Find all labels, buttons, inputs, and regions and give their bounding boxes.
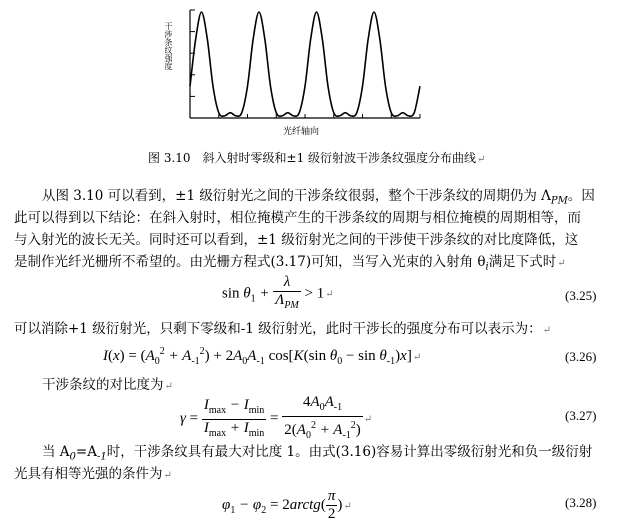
equation-3-27: γ = $\frac{I_{max} - I_{min}}{I_{max} + I_{min}}$ = $\frac{4A_0A_{-1}}{2(A_0^2 + A_{-1}^2)}$ ↵	[180, 394, 373, 441]
return-mark-icon: ↵	[542, 325, 552, 336]
paragraph-line: 当 $A_0=A_{-1}$时，干涉条纹具有最大对比度 1。由式(3.16)容易计算出零级衍射光和负一级衍射	[42, 444, 593, 463]
return-mark-icon: ↵	[163, 470, 172, 481]
return-mark-icon: ↵	[477, 154, 486, 165]
chart-xlabel: 光纤轴向	[283, 127, 320, 137]
paragraph-line: 此可以得到以下结论：在斜入射时，相位掩模产生的干涉条纹的周期与相位掩模的周期相等，而	[14, 210, 581, 226]
chart-axes	[190, 10, 420, 118]
return-mark-icon: ↵	[164, 381, 173, 392]
paragraph-line: 与入射光的波长无关。同时还可以看到，±1 级衍射光之间的干涉使干涉条纹的对比度降低，这	[14, 232, 579, 248]
equation-number: (3.26)	[565, 349, 597, 364]
equation-3-25: $\sin \theta_1$ + $\frac{\lambda}{\Lambda_{PM}}$ > 1↵	[222, 274, 334, 311]
paragraph-line: 是制作光纤光栅所不希望的。由光栅方程式(3.17)可知，当写入光束的入射角 $\theta_i$满足下式时↵	[14, 254, 566, 273]
paragraph-line: 从图 3.10 可以看到，±1 级衍射光之间的干涉条纹很弱，整个干涉条纹的周期仍为 $\Lambda_{PM}$。因	[42, 188, 595, 207]
equation-number: (3.27)	[565, 408, 597, 423]
equation-number: (3.25)	[565, 288, 597, 303]
intensity-curve	[190, 12, 420, 116]
intensity-chart	[150, 4, 430, 144]
return-mark-icon: ↵	[557, 258, 566, 269]
chart-series	[190, 12, 420, 116]
chart-ylabel: 干涉条纹强度	[164, 22, 173, 70]
equation-3-26: $I(x) = (A_0^2 + A_{-1}^2) + 2A_0A_{-1}$ cos[K(sin $\theta_0 - \sin$ $\theta_{-1})x]↵$	[103, 346, 422, 367]
equation-number: (3.28)	[565, 495, 597, 510]
figure-caption: 图 3.10 斜入射时零级和±1 级衍射波干涉条纹强度分布曲线↵	[148, 151, 486, 165]
paragraph-line: 光具有相等光强的条件为↵	[14, 466, 172, 482]
paragraph-line: 干涉条纹的对比度为↵	[42, 377, 173, 393]
paragraph-line: 可以消除+1 级衍射光，只剩下零级和-1 级衍射光，此时干涉长的强度分布可以表示为：↵	[14, 321, 552, 337]
equation-3-28: $\varphi_1 - \varphi_2$ = 2arctg( $\frac{\pi}{2}$ )↵	[222, 488, 352, 522]
